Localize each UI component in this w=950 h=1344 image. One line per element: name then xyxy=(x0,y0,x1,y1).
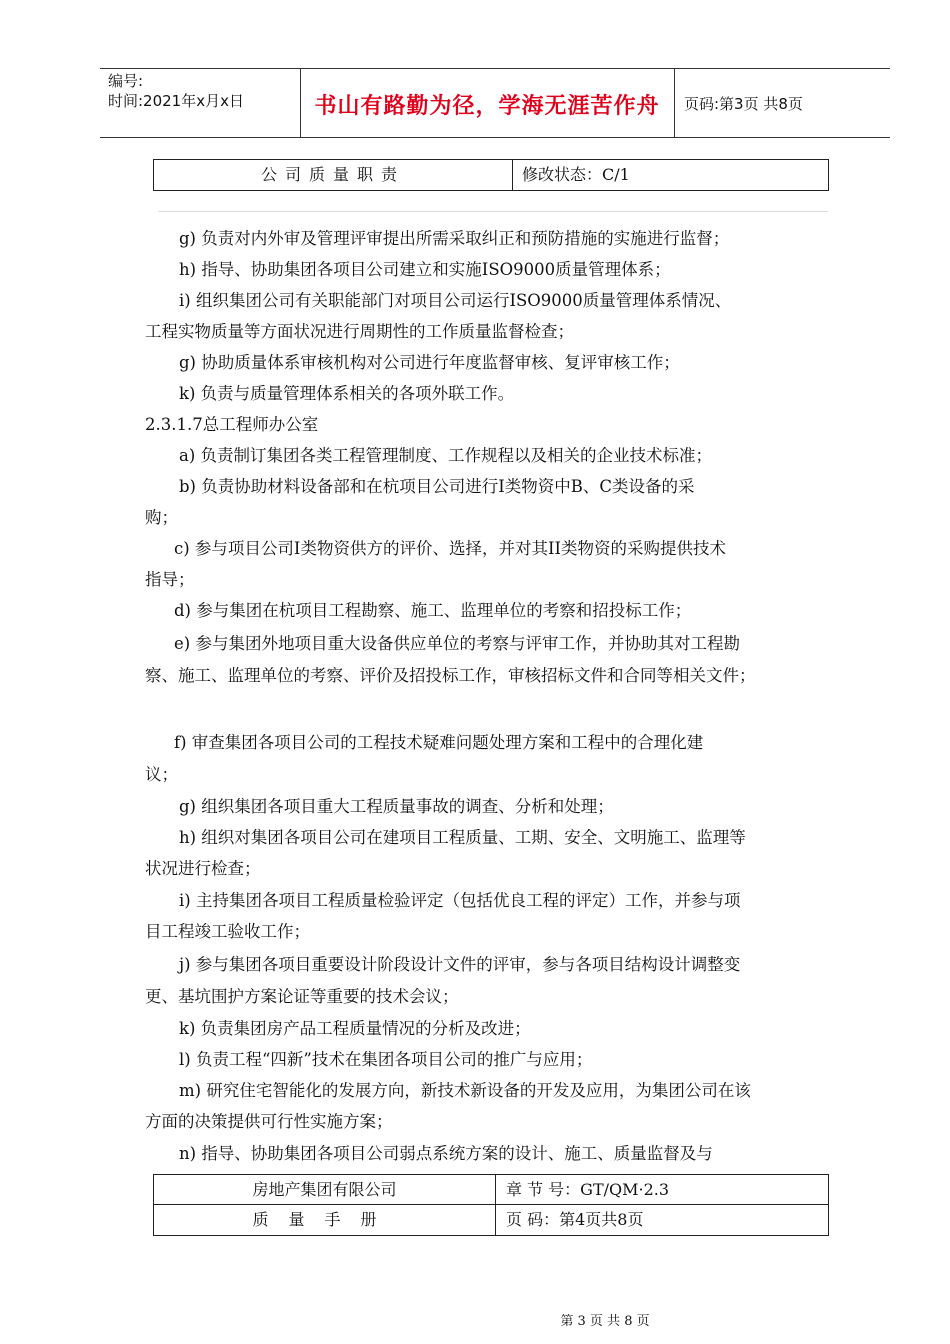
section-number: 章 节 号：GT/QM·2.3 xyxy=(506,1180,670,1199)
header-divider xyxy=(512,160,513,190)
body-line: h) 组织对集团各项目公司在建项目工程质量、工期、安全、文明施工、监理等 xyxy=(179,828,746,847)
body-line: k) 负责集团房产品工程质量情况的分析及改进； xyxy=(179,1019,531,1038)
banner-page-label: 页码:第3页 共8页 xyxy=(684,95,803,113)
banner-meta xyxy=(108,71,244,111)
page-footer xyxy=(0,1310,950,1329)
body-line: g) 负责对内外审及管理评审提出所需采取纠正和预防措施的实施进行监督； xyxy=(179,229,730,248)
manual-title: 质量手册 xyxy=(252,1210,397,1229)
page-footer-text: 第 3 页 共 8 页 xyxy=(560,1314,650,1329)
body-line: 更、基坑围护方案论证等重要的技术会议； xyxy=(145,987,459,1006)
time-label: 时间:2021年x月x日 xyxy=(108,92,244,110)
body-line: 购； xyxy=(145,508,178,527)
footer-page-number: 页 码：第4页共8页 xyxy=(506,1210,644,1229)
body-line: i) 组织集团公司有关职能部门对项目公司运行ISO9000质量管理体系情况、 xyxy=(179,291,732,310)
body-line: j) 参与集团各项目重要设计阶段设计文件的评审，参与各项目结构设计调整变 xyxy=(179,955,741,974)
section-header-box xyxy=(153,159,829,191)
body-line: d) 参与集团在杭项目工程勘察、施工、监理单位的考察和招投标工作； xyxy=(174,601,692,620)
body-line: m) 研究住宅智能化的发展方向，新技术新设备的开发及应用，为集团公司在该 xyxy=(179,1081,751,1100)
code-label: 编号: xyxy=(108,72,144,90)
body-line: 工程实物质量等方面状况进行周期性的工作质量监督检查； xyxy=(145,322,574,341)
footer-info-box xyxy=(153,1174,829,1236)
section-title: 公司质量职责 xyxy=(260,165,405,184)
body-line: 状况进行检查； xyxy=(145,859,261,878)
body-line: 目工程竣工验收工作； xyxy=(145,922,310,941)
body-line: h) 指导、协助集团各项目公司建立和实施ISO9000质量管理体系； xyxy=(179,260,671,279)
body-line: i) 主持集团各项目工程质量检验评定（包括优良工程的评定）工作，并参与项 xyxy=(179,891,741,910)
body-line: f) 审查集团各项目公司的工程技术疑难问题处理方案和工程中的合理化建 xyxy=(174,733,704,752)
body-line: 指导； xyxy=(145,570,195,589)
body-line: n) 指导、协助集团各项目公司弱点系统方案的设计、施工、质量监督及与 xyxy=(179,1144,713,1163)
company-name: 房地产集团有限公司 xyxy=(252,1180,397,1199)
body-line: 方面的决策提供可行性实施方案； xyxy=(145,1112,393,1131)
top-banner xyxy=(100,68,890,138)
body-line: b) 负责协助材料设备部和在杭项目公司进行Ⅰ类物资中B、C类设备的采 xyxy=(179,477,695,496)
body-line: c) 参与项目公司Ⅰ类物资供方的评价、选择，并对其II类物资的采购提供技术 xyxy=(174,539,726,558)
body-line: l) 负责工程“四新”技术在集团各项目公司的推广与应用； xyxy=(179,1050,593,1069)
revision-status: 修改状态：C/1 xyxy=(522,165,630,184)
footer-divider xyxy=(495,1175,496,1235)
divider-line xyxy=(158,211,828,212)
body-line: 察、施工、监理单位的考察、评价及招投标工作，审核招标文件和合同等相关文件； xyxy=(145,666,756,685)
body-line: 议； xyxy=(145,765,178,784)
section-heading: 2.3.1.7总工程师办公室 xyxy=(145,415,319,434)
body-line: g) 协助质量体系审核机构对公司进行年度监督审核、复评审核工作； xyxy=(179,353,680,372)
body-line: a) 负责制订集团各类工程管理制度、工作规程以及相关的企业技术标准； xyxy=(179,446,713,465)
motto: 书山有路勤为径，学海无涯苦作舟 xyxy=(314,94,660,119)
body-line: k) 负责与质量管理体系相关的各项外联工作。 xyxy=(179,384,515,403)
body-line: e) 参与集团外地项目重大设备供应单位的考察与评审工作，并协助其对工程勘 xyxy=(174,634,740,653)
banner-divider xyxy=(674,69,675,137)
body-line: g) 组织集团各项目重大工程质量事故的调查、分析和处理； xyxy=(179,797,614,816)
